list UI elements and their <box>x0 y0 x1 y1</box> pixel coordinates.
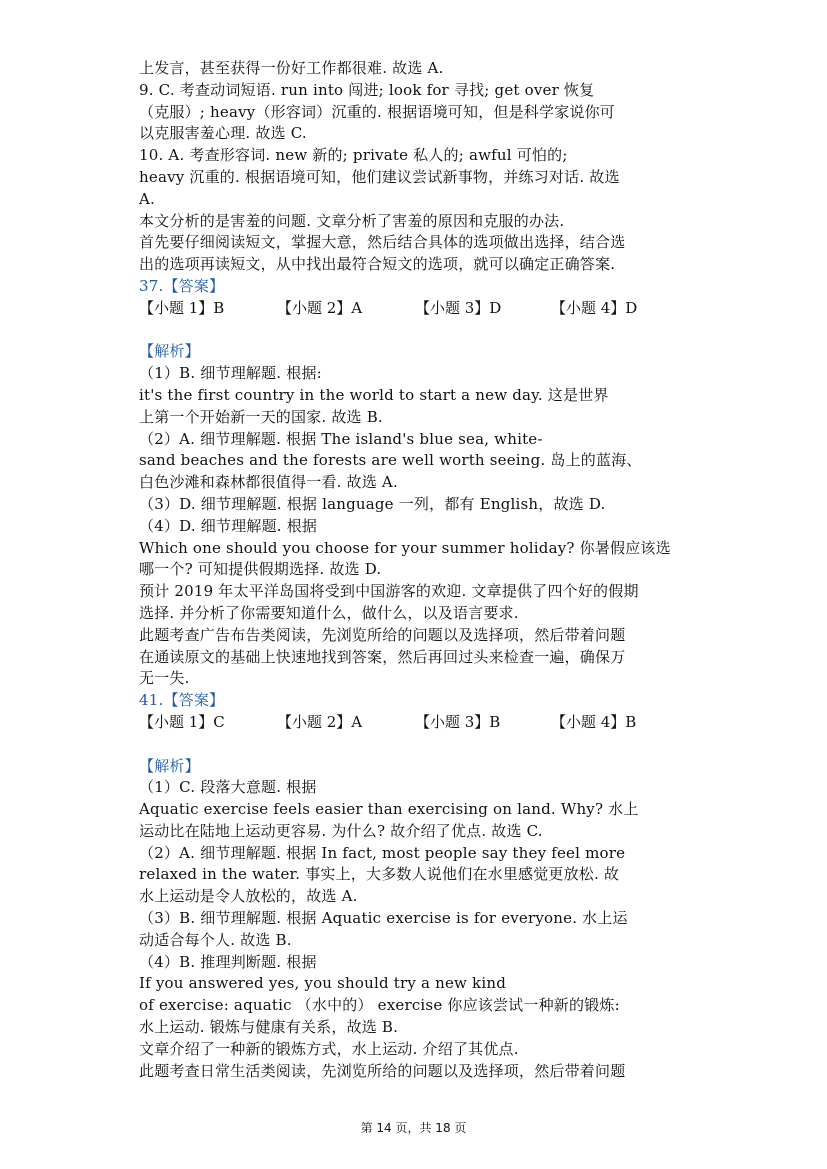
text-line: 出的选项再读短文，从中找出最符合短文的选项，就可以确定正确答案. <box>139 255 616 274</box>
answer-item: 【小题 2】A <box>277 712 363 731</box>
answer-item: 【小题 4】D <box>551 298 638 317</box>
text-line: of exercise: aquatic （水中的） exercise 你应该尝试一种新的锻炼: <box>139 996 620 1015</box>
answer-heading: 41.【答案】 <box>139 691 225 710</box>
text-line: A. <box>139 189 156 208</box>
text-line: If you answered yes, you should try a new kind <box>139 974 506 993</box>
text-line: 9. C. 考查动词短语. run into 闯进; look for 寻找; get over 恢复 <box>139 80 595 99</box>
text-line: 10. A. 考查形容词. new 新的; private 私人的; awful 可怕的; <box>139 146 568 165</box>
question-41-section <box>139 690 699 1082</box>
text-line: 选择. 并分析了你需要知道什么，做什么，以及语言要求. <box>139 603 519 622</box>
question-37-section <box>139 276 699 690</box>
text-line: 运动比在陆地上运动更容易. 为什么? 故介绍了优点. 故选 C. <box>139 821 543 840</box>
text-line: 在通读原文的基础上快速地找到答案，然后再回过头来检查一遍，确保万 <box>139 647 626 666</box>
text-line: （3）D. 细节理解题. 根据 language 一列，都有 English，故选 D. <box>139 494 606 513</box>
text-line: （1）C. 段落大意题. 根据 <box>139 778 317 797</box>
answer-row <box>139 712 699 734</box>
page-number-footer: 第 14 页，共 18 页 <box>360 1121 467 1135</box>
text-line: 以克服害羞心理. 故选 C. <box>139 124 307 143</box>
text-line: 上发言，甚至获得一份好工作都很难. 故选 A. <box>139 59 444 77</box>
text-line: （1）B. 细节理解题. 根据: <box>139 364 322 383</box>
document-body <box>139 58 699 1082</box>
analysis-heading: 【解析】 <box>139 756 200 775</box>
text-line: Aquatic exercise feels easier than exercising on land. Why? 水上 <box>139 800 639 819</box>
text-line: 无一失. <box>139 669 190 688</box>
text-line: （3）B. 细节理解题. 根据 Aquatic exercise is for everyone. 水上运 <box>139 909 628 928</box>
text-line: 水上运动. 锻炼与健康有关系，故选 B. <box>139 1018 399 1037</box>
text-line: Which one should you choose for your summer holiday? 你暑假应该选 <box>139 538 671 557</box>
answer-row <box>139 298 699 320</box>
text-line: sand beaches and the forests are well worth seeing. 岛上的蓝海、 <box>139 451 642 470</box>
text-line: 文章介绍了一种新的锻炼方式，水上运动. 介绍了其优点. <box>139 1039 519 1058</box>
text-line: 首先要仔细阅读短文，掌握大意，然后结合具体的选项做出选择，结合选 <box>139 233 626 252</box>
text-line: 白色沙滩和森林都很值得一看. 故选 A. <box>139 473 398 492</box>
text-line: it's the first country in the world to start a new day. 这是世界 <box>139 385 609 404</box>
answer-item: 【小题 2】A <box>277 298 363 317</box>
text-line: heavy 沉重的. 根据语境可知，他们建议尝试新事物，并练习对话. 故选 <box>139 167 620 186</box>
top-text-block <box>139 58 699 276</box>
answer-item: 【小题 4】B <box>551 712 637 731</box>
answer-item: 【小题 1】B <box>139 298 225 317</box>
answer-heading: 37.【答案】 <box>139 276 225 295</box>
text-line: （克服）; heavy（形容词）沉重的. 根据语境可知，但是科学家说你可 <box>139 102 615 121</box>
analysis-heading: 【解析】 <box>139 342 200 361</box>
text-line: 本文分析的是害羞的问题. 文章分析了害羞的原因和克服的办法. <box>139 211 565 230</box>
answer-item: 【小题 1】C <box>139 712 225 731</box>
text-line: （2）A. 细节理解题. 根据 The island's blue sea, white- <box>139 429 543 448</box>
answer-item: 【小题 3】D <box>415 298 502 317</box>
text-line: 此题考查广告布告类阅读，先浏览所给的问题以及选择项，然后带着问题 <box>139 625 626 644</box>
text-line: （4）B. 推理判断题. 根据 <box>139 952 317 971</box>
text-line: 水上运动是令人放松的，故选 A. <box>139 887 358 906</box>
text-line: relaxed in the water. 事实上，大多数人说他们在水里感觉更放松. 故 <box>139 865 620 884</box>
text-line: 预计 2019 年太平洋岛国将受到中国游客的欢迎. 文章提供了四个好的假期 <box>139 582 639 601</box>
text-line: 上第一个开始新一天的国家. 故选 B. <box>139 407 383 426</box>
text-line: 动适合每个人. 故选 B. <box>139 930 292 949</box>
text-line: 此题考查日常生活类阅读，先浏览所给的问题以及选择项，然后带着问题 <box>139 1061 626 1080</box>
text-line: （4）D. 细节理解题. 根据 <box>139 516 318 535</box>
answer-item: 【小题 3】B <box>415 712 501 731</box>
text-line: 哪一个? 可知提供假期选择. 故选 D. <box>139 560 382 579</box>
text-line: （2）A. 细节理解题. 根据 In fact, most people say they feel more <box>139 843 626 862</box>
